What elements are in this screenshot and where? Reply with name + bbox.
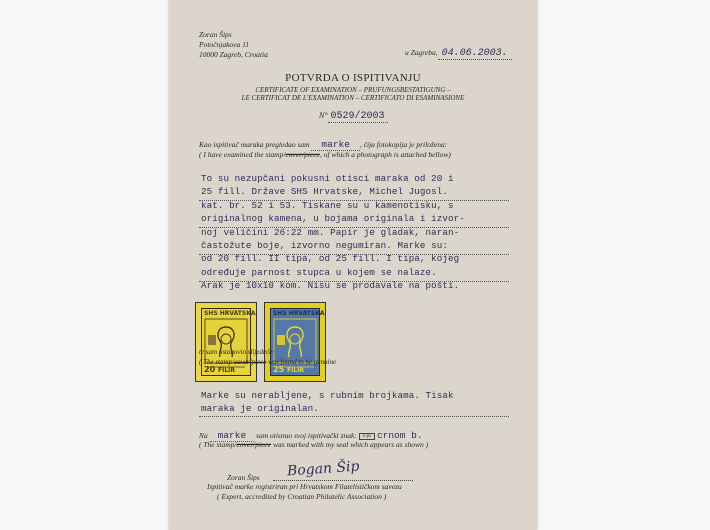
examined-en-start: ( I have examined the stamp/ — [199, 150, 286, 159]
certificate-document — [169, 0, 537, 530]
marked-label-start: Na — [199, 431, 208, 440]
description-line: Arak je 10x10 kom. Nisu se prodavale na pošti. — [201, 280, 460, 292]
description-line: noj veličini 26:22 mm. Papir je gladak, naran- — [201, 226, 460, 238]
signature-line-2: ( Expert, accredited by Croatian Philatelic Association ) — [217, 492, 387, 501]
marked-line-2 — [199, 440, 428, 449]
examined-text-end: , čija fotokopija je priložena: — [359, 140, 448, 149]
marked-item-value: marke — [210, 430, 255, 442]
issuer-name: Zoran Šips — [199, 30, 232, 39]
marked-label-mid: sam otisnuo svoj ispitivački znak: — [256, 431, 357, 440]
found-line-1: te sam ustanovio slijedeće: — [199, 348, 275, 356]
dotted-rule — [199, 416, 509, 417]
examined-item-value: marke — [311, 139, 360, 151]
stamp-25-unit: FILIR — [287, 367, 305, 374]
date-value: 04.06.2003. — [438, 48, 512, 60]
expert-mark-box: z-ps — [359, 433, 375, 440]
place-date — [405, 48, 512, 59]
signer-name: Zoran Šips — [227, 473, 260, 482]
description-line: originalnog kamena, u bojama originala i izvor- — [201, 213, 465, 225]
dotted-rule — [199, 254, 509, 255]
issuer-block — [199, 30, 268, 60]
certificate-number — [319, 110, 388, 122]
examined-line-2 — [199, 150, 451, 159]
found-en-start: ( The stamp/ — [199, 358, 234, 366]
examined-line-1 — [199, 139, 447, 150]
found-en-end: was found to be genuine — [266, 358, 337, 366]
description-line: To su nezupčani pokusni otisci maraka od 20 i — [201, 173, 454, 184]
signature-line — [273, 480, 413, 481]
marked-en-start: ( The stamp/ — [199, 440, 237, 449]
place-label: u Zagrebu, — [405, 48, 438, 57]
description-line: kat. br. 52 i 53. Tiskane su u kamenotisku, s — [201, 199, 454, 211]
description-line: 25 fill. Države SHS Hrvatske, Michel Jugosl. — [201, 186, 448, 198]
handwritten-signature: Bogan Šip — [286, 458, 361, 480]
certificate-subtitle-1: CERTIFICATE OF EXAMINATION – PRUFUNGSBESTATIGUNG – — [255, 86, 451, 94]
examined-en-end: , of which a photograph is attached bellow) — [320, 150, 451, 159]
issuer-street: Potočnjakova 11 — [199, 40, 250, 49]
stamp-20-unit: FILIR — [218, 367, 236, 374]
signature-line-1: Ispitivač marke registriran pri Hrvatskom Filatelističkom savezu — [207, 482, 402, 491]
stamp-20-country: SHS HRVATSKA — [204, 310, 256, 317]
description-line: određuje parnost stupca u kojem se nalaze. — [201, 266, 437, 278]
examined-text-start: Kao ispitivač maraka pregledao sam — [199, 140, 310, 149]
stamp-25-value: 25 — [273, 365, 285, 374]
found-line-2 — [199, 358, 336, 366]
dotted-rule — [199, 281, 509, 282]
description-line: častožute boje, izvorno negumiran. Marke su: — [201, 240, 448, 252]
certificate-title: POTVRDA O ISPITIVANJU — [285, 72, 421, 84]
issuer-city: 10000 Zagreb, Croatia — [199, 50, 268, 59]
stamp-25-photo — [264, 302, 326, 382]
dotted-rule — [199, 227, 509, 228]
finding-line: maraka je originalan. — [201, 403, 319, 415]
examined-en-struck: cover/piece — [285, 150, 320, 159]
mark-color-value: crnom b. — [376, 430, 423, 441]
stamp-20-value: 20 — [204, 365, 216, 374]
description-line: od 20 fill. II tipa, od 25 fill. I tipa, kojeg — [201, 253, 460, 265]
description-block — [201, 172, 465, 293]
found-en-struck: cover/piece — [234, 358, 267, 366]
stamp-20-photo — [195, 302, 257, 382]
marked-en-end: was marked with my seal which appears as shown ) — [271, 440, 429, 449]
finding-block — [201, 389, 454, 416]
certificate-subtitle-2: LE CERTIFICAT DE L'EXAMINATION – CERTIFICATO DI ESAMINASIONE — [241, 94, 465, 102]
number-prefix: N° — [319, 111, 328, 120]
number-value: 0529/2003 — [328, 111, 388, 123]
dotted-rule — [199, 200, 509, 201]
finding-line: Marke su nerabljene, s rubnim brojkama. Tisak — [201, 390, 454, 401]
stamp-25-country: SHS HRVATSKA — [273, 310, 325, 317]
marked-en-struck: cover/piece — [236, 440, 272, 449]
